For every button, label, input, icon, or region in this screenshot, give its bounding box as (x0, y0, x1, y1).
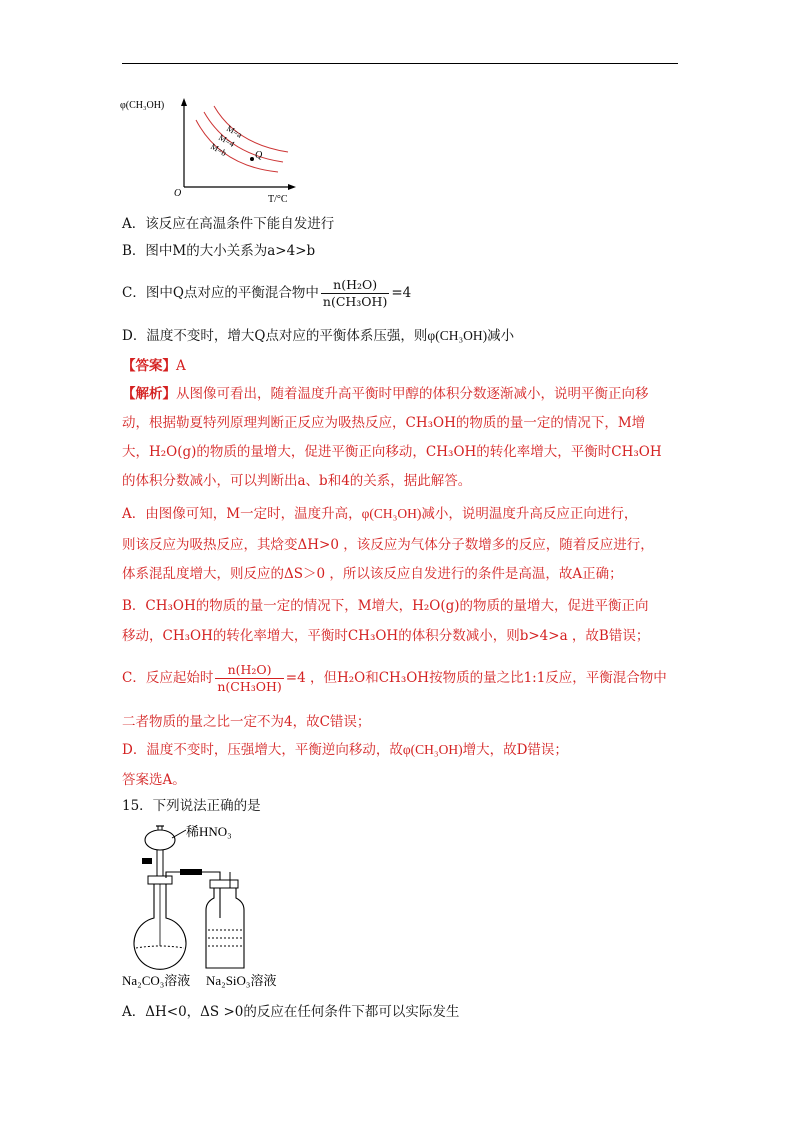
analysis-a-post: 减小，说明温度升高反应正向进行， (421, 506, 638, 522)
option-c (122, 276, 411, 310)
analysis-a-line-1 (122, 504, 637, 524)
analysis-c-line-1 (122, 658, 667, 698)
analysis-c-fraction (215, 662, 283, 695)
answer-value: A (176, 358, 186, 374)
analysis-c-post: =4 ，但H₂O和CH₃OH按物质的量之比1:1反应，平衡混合物中 (285, 670, 667, 686)
flask-stopper (148, 876, 172, 884)
analysis-line-1 (122, 384, 649, 404)
option-d-post: 减小 (487, 328, 515, 344)
analysis-line-3: 大，H₂O(g)的物质的量增大，促进平衡正向移动，CH₃OH的转化率增大，平衡时CH₃OH (122, 444, 662, 460)
equilibrium-graph (118, 92, 318, 207)
option-c-denominator: n(CH₃OH) (322, 294, 388, 309)
q15-option-a: A．ΔH<0，ΔS >0的反应在任何条件下都可以实际发生 (122, 1004, 460, 1020)
option-c-pre: C．图中Q点对应的平衡混合物中 (122, 285, 319, 301)
point-q (250, 157, 254, 161)
analysis-b-line-2: 移动，CH₃OH的转化率增大，平衡时CH₃OH的体积分数减小，则b>4>a ，故B错误； (122, 628, 650, 644)
x-axis-arrow (288, 184, 296, 190)
analysis-c-line-2: 二者物质的量之比一定不为4，故C错误； (122, 714, 371, 730)
bottle-stopper (210, 880, 238, 888)
x-axis-label: T/°C (268, 194, 288, 205)
curve-label-a: M=a (225, 123, 244, 140)
label-acid: 稀HNO₃ (186, 824, 232, 839)
connecting-tube (166, 872, 220, 918)
funnel-bulb (145, 830, 175, 850)
analysis-d-pre: D．温度不变时，压强增大，平衡逆向移动，故 (122, 742, 403, 758)
option-a: A．该反应在高温条件下能自发进行 (122, 216, 335, 232)
analysis-c-denominator: n(CH₃OH) (217, 679, 282, 694)
option-d-phi: φ(CH₃OH) (427, 328, 488, 343)
analysis-line-2: 动，根据勒夏特列原理判断正反应为吸热反应，CH₃OH的物质的量一定的情况下，M增 (122, 415, 646, 431)
option-c-post: =4 (391, 285, 412, 301)
answer-line (122, 356, 186, 376)
analysis-b-line-1: B．CH₃OH的物质的量一定的情况下，M增大，H₂O(g)的物质的量增大，促进平衡正向 (122, 598, 649, 614)
q15-stem: 15．下列说法正确的是 (122, 798, 261, 814)
curve-label-b: M=b (209, 141, 229, 159)
y-axis-arrow (181, 98, 187, 106)
answer-tag: 【答案】 (122, 358, 176, 374)
option-b: B．图中M的大小关系为a>4>b (122, 243, 316, 259)
header-rule (122, 63, 678, 64)
label-flask: Na₂CO₃溶液 (122, 973, 191, 988)
analysis-a-phi: φ(CH₃OH) (361, 506, 422, 521)
option-d (122, 326, 514, 346)
option-c-fraction (321, 277, 389, 310)
analysis-d-phi: φ(CH₃OH) (402, 742, 463, 757)
apparatus-diagram (120, 818, 340, 998)
y-axis-label: φ(CH₃OH) (120, 100, 165, 111)
analysis-a-line-3: 体系混乱度增大，则反应的ΔS＞0 ，所以该反应自发进行的条件是高温，故A正确； (122, 566, 623, 582)
option-c-numerator: n(H₂O) (321, 277, 389, 294)
stopcock-icon (142, 858, 152, 864)
analysis-a-line-2: 则该反应为吸热反应，其焓变ΔH>0 ，该反应为气体分子数增多的反应，随着反应进行， (122, 537, 654, 553)
label-bottle: Na₂SiO₃溶液 (206, 973, 277, 988)
analysis-final: 答案选A。 (122, 772, 186, 788)
gas-bottle (206, 888, 244, 968)
analysis-c-pre: C．反应起始时 (122, 670, 214, 686)
analysis-d-post: 增大，故D错误； (462, 742, 568, 758)
curve-label-4: M=4 (217, 132, 237, 150)
analysis-tag: 【解析】 (122, 386, 176, 402)
analysis-d-line (122, 740, 568, 760)
point-q-label: Q (255, 150, 263, 161)
analysis-a-pre: A．由图像可知，M一定时，温度升高， (122, 506, 362, 522)
option-d-pre: D．温度不变时，增大Q点对应的平衡体系压强，则 (122, 328, 428, 344)
analysis-c-numerator: n(H₂O) (215, 662, 283, 679)
analysis-line-4: 的体积分数减小，可以判断出a、b和4的关系，据此解答。 (122, 473, 472, 489)
analysis-text-1: 从图像可看出，随着温度升高平衡时甲醇的体积分数逐渐减小，说明平衡正向移 (176, 386, 649, 402)
origin-label: O (174, 188, 182, 199)
